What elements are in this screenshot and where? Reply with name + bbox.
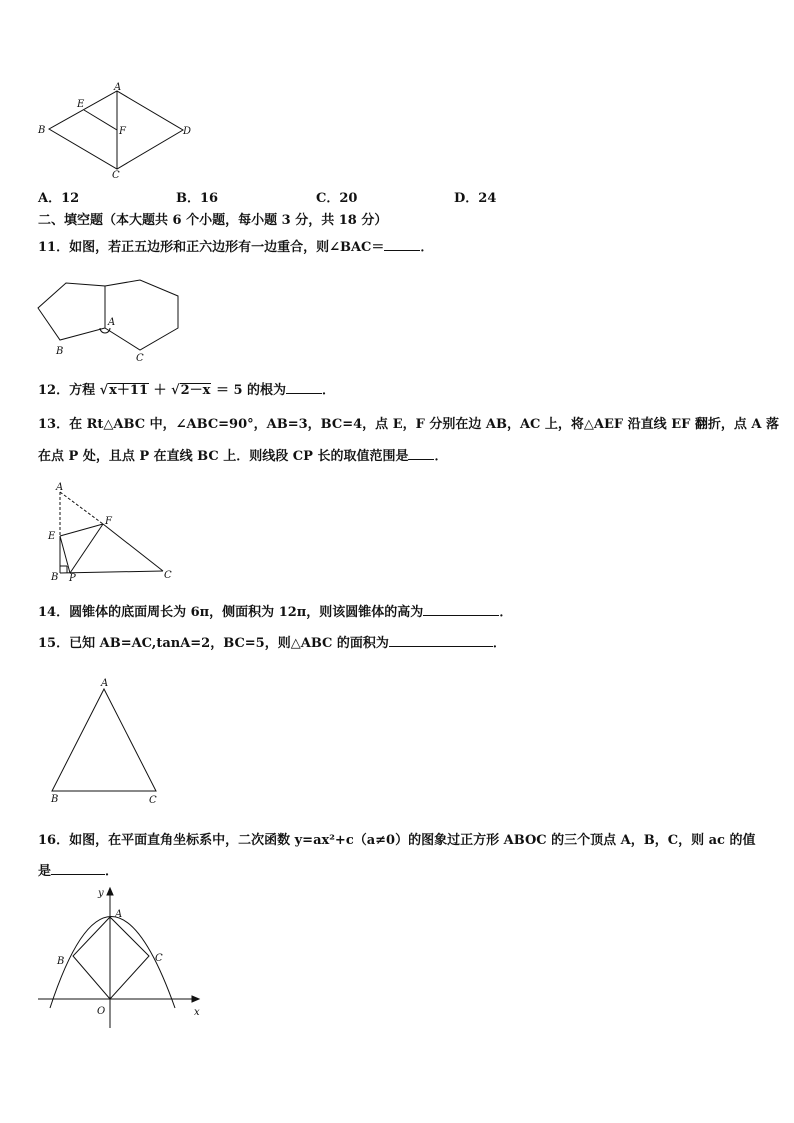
radical-2: 2－x xyxy=(180,383,211,398)
label-A: A xyxy=(114,82,122,93)
label-B: B xyxy=(38,125,46,136)
label-B: B xyxy=(56,346,64,357)
question-13-line2 xyxy=(38,447,447,466)
q12-suffix: ． xyxy=(322,383,336,398)
label-C: C xyxy=(155,953,163,964)
label-O: O xyxy=(97,1006,106,1017)
q15-end: ． xyxy=(492,636,506,651)
question-12 xyxy=(38,381,335,400)
rhombus-figure xyxy=(30,80,200,180)
label-F: F xyxy=(105,516,112,527)
q15-answer-blank[interactable] xyxy=(389,634,493,647)
q11-text: 11．如图，若正五边形和正六边形有一边重合，则∠BAC＝ xyxy=(38,240,385,255)
q11-end: ． xyxy=(420,240,434,255)
parabola-square-figure xyxy=(35,880,215,1030)
label-P: P xyxy=(69,573,76,584)
label-x: x xyxy=(194,1007,200,1018)
label-y: y xyxy=(98,888,104,899)
label-C: C xyxy=(112,170,120,181)
label-A: A xyxy=(101,678,109,689)
label-C: C xyxy=(149,795,157,806)
question-16-line1: 16．如图，在平面直角坐标系中，二次函数 y=ax²+c（a≠0）的图象过正方形 ABOC 的三个顶点 A，B，C，则 ac 的值 xyxy=(38,833,756,848)
q14-end: ． xyxy=(499,605,513,620)
label-D: D xyxy=(183,126,192,137)
option-d[interactable]: D．24 xyxy=(454,191,497,206)
question-13-line1: 13．在 Rt△ABC 中，∠ABC=90°，AB=3，BC=4，点 E，F 分别在边 AB，AC 上，将△AEF 沿直线 EF 翻折，点 A 落 xyxy=(38,417,780,432)
q14-text: 14．圆锥体的底面周长为 6π，侧面积为 12π，则该圆锥体的高为 xyxy=(38,605,424,620)
q14-answer-blank[interactable] xyxy=(423,603,499,616)
isosceles-triangle-figure xyxy=(45,674,175,808)
label-E: E xyxy=(48,531,56,542)
q16-end: ． xyxy=(105,864,119,879)
sqrt-sign: √ xyxy=(171,383,180,398)
q12-answer-blank[interactable] xyxy=(286,381,322,394)
option-b[interactable]: B．16 xyxy=(176,191,219,206)
q11-answer-blank[interactable] xyxy=(384,238,420,251)
label-A: A xyxy=(115,909,123,920)
q12-prefix: 12．方程 xyxy=(38,383,100,398)
label-A: A xyxy=(56,482,64,493)
question-14 xyxy=(38,603,512,622)
label-C: C xyxy=(164,570,172,581)
label-B: B xyxy=(57,956,65,967)
triangle-fold-figure xyxy=(45,480,185,584)
option-c[interactable]: C．20 xyxy=(316,191,358,206)
label-E: E xyxy=(77,99,85,110)
pentagon-hexagon-figure xyxy=(30,278,190,368)
label-F: F xyxy=(119,126,126,137)
label-B: B xyxy=(51,794,59,805)
q12-plus: ＋ xyxy=(149,383,172,398)
section-heading: 二、填空题（本大题共 6 个小题，每小题 3 分，共 18 分） xyxy=(38,213,388,228)
q13-answer-blank[interactable] xyxy=(408,447,434,460)
label-C: C xyxy=(136,353,144,364)
q16-text: 是 xyxy=(38,864,52,879)
label-A: A xyxy=(108,317,116,328)
q12-eq: ＝ 5 的根为 xyxy=(211,383,287,398)
q13-text: 在点 P 处，且点 P 在直线 BC 上．则线段 CP 长的取值范围是 xyxy=(38,449,409,464)
question-16-line2 xyxy=(38,862,118,881)
sqrt-sign: √ xyxy=(99,383,109,398)
option-a[interactable]: A．12 xyxy=(38,191,80,206)
q13-end: ． xyxy=(434,449,448,464)
radical-1: x＋11 xyxy=(109,383,149,398)
q16-answer-blank[interactable] xyxy=(51,862,105,875)
question-11 xyxy=(38,238,433,257)
q15-text: 15．已知 AB=AC,tanA=2，BC=5，则△ABC 的面积为 xyxy=(38,636,389,651)
question-15 xyxy=(38,634,506,653)
label-B: B xyxy=(51,572,59,583)
